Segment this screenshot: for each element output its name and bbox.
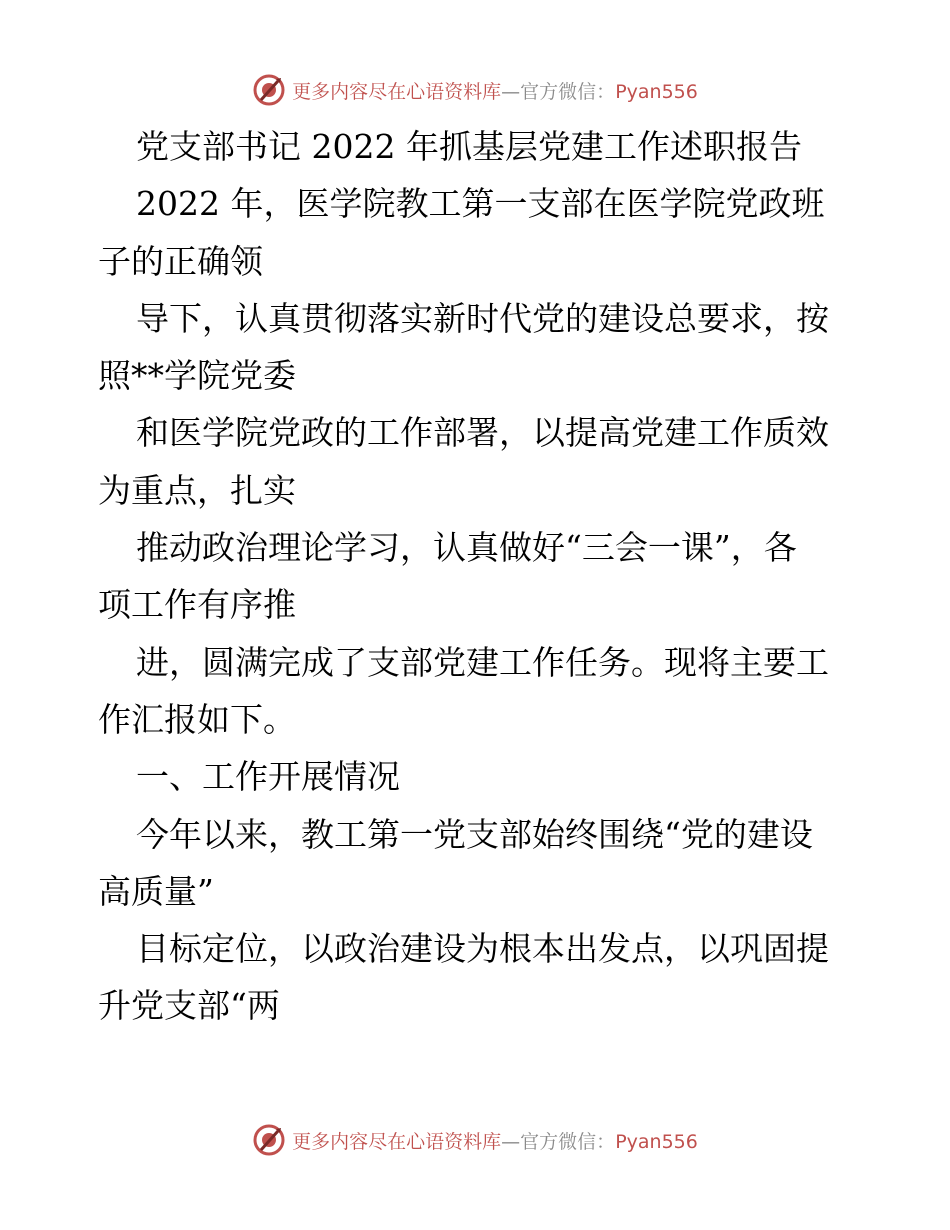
text-line: 作汇报如下。 — [98, 699, 296, 739]
watermark-separator: — — [501, 80, 521, 103]
watermark-header — [0, 70, 950, 110]
text-line: 照**学院党委 — [98, 356, 296, 396]
text-line: 项工作有序推 — [98, 585, 296, 625]
watermark-id: Pyan556 — [615, 80, 698, 103]
text-line: 导下，认真贯彻落实新时代党的建设总要求，按 — [136, 298, 829, 338]
watermark-id: Pyan556 — [615, 1130, 698, 1153]
watermark-main: 更多内容尽在心语资料库 — [292, 1130, 502, 1153]
watermark-sub: 官方微信： — [520, 80, 616, 103]
brand-logo-icon — [252, 73, 286, 107]
watermark-main: 更多内容尽在心语资料库 — [292, 80, 502, 103]
text-line: 推动政治理论学习，认真做好“三会一课”，各 — [136, 528, 797, 568]
text-line: 2022 年，医学院教工第一支部在医学院党政班 — [136, 184, 825, 224]
watermark-text — [292, 1127, 698, 1154]
watermark-sub: 官方微信： — [520, 1130, 616, 1153]
text-line: 为重点，扎实 — [98, 470, 296, 510]
text-line: 子的正确领 — [98, 241, 263, 281]
brand-logo-icon — [252, 1123, 286, 1157]
watermark-text — [292, 77, 698, 104]
text-line: 进，圆满完成了支部党建工作任务。现将主要工 — [136, 642, 829, 682]
section-heading: 一、工作开展情况 — [136, 757, 400, 797]
watermark-footer — [0, 1120, 950, 1160]
text-line: 和医学院党政的工作部署，以提高党建工作质效 — [136, 413, 829, 453]
watermark-separator: — — [501, 1130, 521, 1153]
text-line: 目标定位，以政治建设为根本出发点，以巩固提 — [136, 929, 829, 969]
document-title: 党支部书记 2022 年抓基层党建工作述职报告 — [136, 127, 802, 166]
text-line: 今年以来，教工第一党支部始终围绕“党的建设 — [136, 814, 813, 854]
text-line: 高质量” — [98, 871, 214, 911]
text-line: 升党支部“两 — [98, 986, 280, 1026]
document-body — [98, 118, 858, 1035]
